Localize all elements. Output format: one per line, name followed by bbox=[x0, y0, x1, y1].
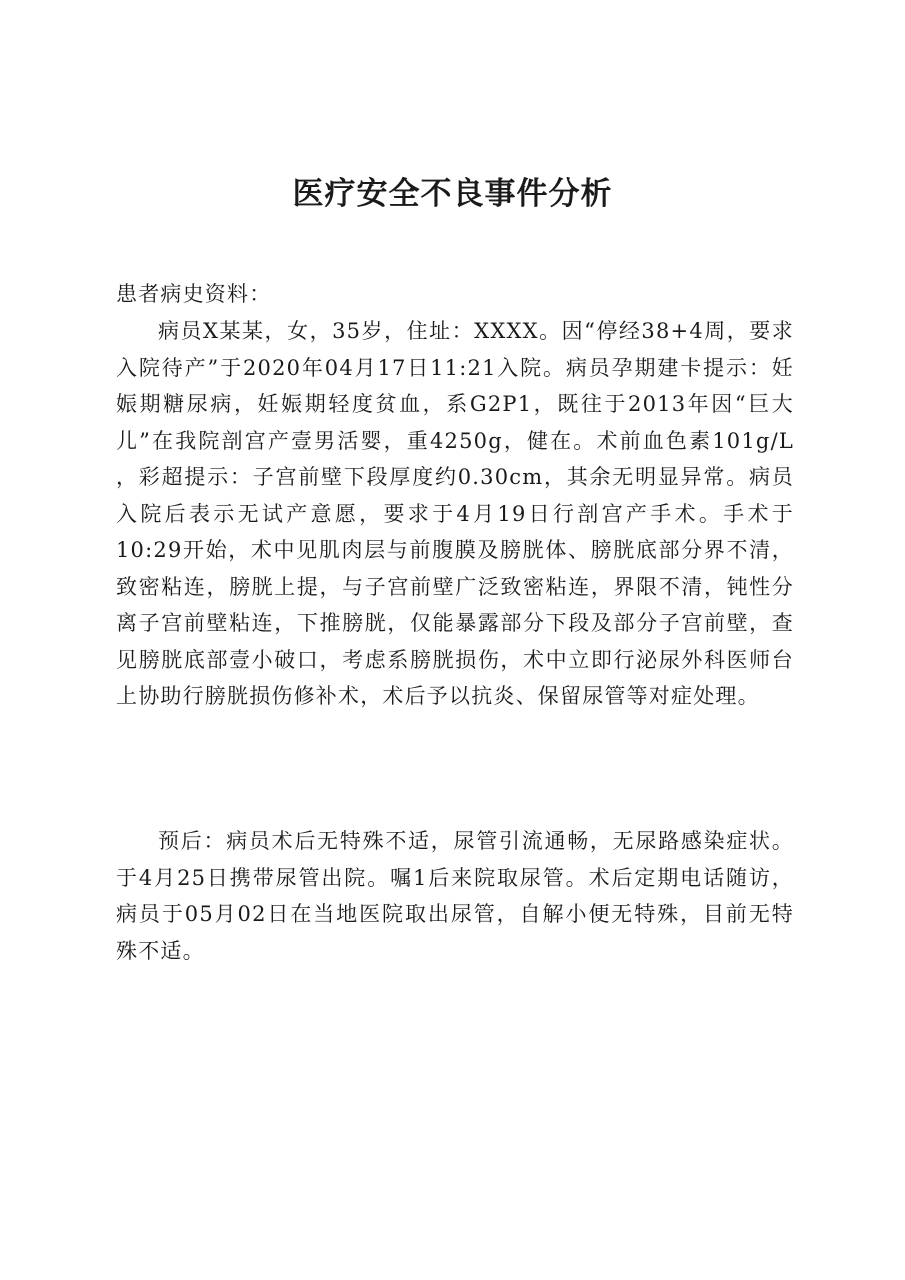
history-heading: 患者病史资料： bbox=[116, 282, 272, 306]
document-title: 医疗安全不良事件分析 bbox=[292, 176, 613, 212]
prognosis-paragraph: 预后：病员术后无特殊不适，尿管引流通畅，无尿路感染症状。于4月25日携带尿管出院。嘱1后来院取尿管。术后定期电话随访，病员于05月02日在当地医院取出尿管，自解小便无特殊，目前无特殊不适。 bbox=[116, 829, 794, 963]
case-history-paragraph: 病员X某某，女，35岁，住址：XXXX。因“停经38+4周，要求入院待产”于2020年04月17日11:21入院。病员孕期建卡提示：妊娠期糖尿病，妊娠期轻度贫血，系G2P1，既往于2013年因“巨大儿”在我院剖宫产壹男活婴，重4250g，健在。术前血色素101g/L ，彩超提示：子宫前壁下段厚度约0.30cm，其余无明显异常。病员入院后表示无试产意愿，要求于4月19日行剖宫产手术。手术于10:29开始，术中见肌肉层与前腹膜及膀胱体、膀胱底部分界不清，致密粘连，膀胱上提，与子宫前壁广泛致密粘连，界限不清，钝性分离子宫前壁粘连，下推膀胱，仅能暴露部分下段及部分子宫前壁，查见膀胱底部壹小破口，考虑系膀胱损伤，术中立即行泌尿外科医师台上协助行膀胱损伤修补术，术后予以抗炎、保留尿管等对症处理。 bbox=[116, 319, 794, 708]
